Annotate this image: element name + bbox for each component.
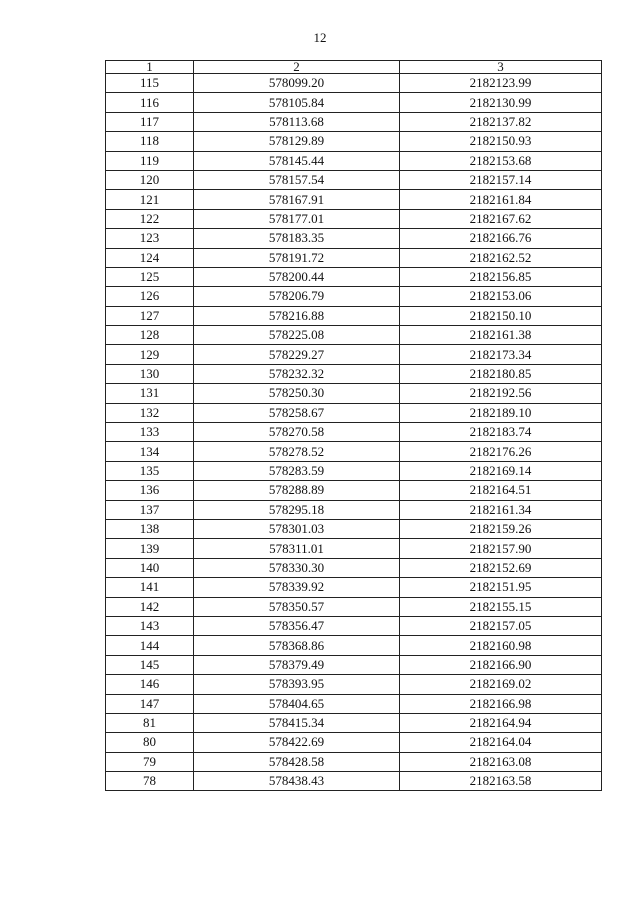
- y-coordinate-cell: 2182152.69: [400, 558, 602, 577]
- y-coordinate-cell: 2182176.26: [400, 442, 602, 461]
- x-coordinate-cell: 578183.35: [194, 229, 400, 248]
- point-number-cell: 122: [106, 209, 194, 228]
- x-coordinate-cell: 578099.20: [194, 74, 400, 93]
- y-coordinate-cell: 2182169.14: [400, 461, 602, 480]
- point-number-cell: 142: [106, 597, 194, 616]
- table-row: [106, 423, 602, 442]
- point-number-cell: 126: [106, 287, 194, 306]
- y-coordinate-cell: 2182157.05: [400, 616, 602, 635]
- y-coordinate-cell: 2182153.06: [400, 287, 602, 306]
- table-row: [106, 74, 602, 93]
- x-coordinate-cell: 578356.47: [194, 616, 400, 635]
- point-number-cell: 146: [106, 675, 194, 694]
- table-row: [106, 267, 602, 286]
- y-coordinate-cell: 2182164.94: [400, 713, 602, 732]
- y-coordinate-cell: 2182166.90: [400, 655, 602, 674]
- x-coordinate-cell: 578379.49: [194, 655, 400, 674]
- x-coordinate-cell: 578258.67: [194, 403, 400, 422]
- point-number-cell: 80: [106, 733, 194, 752]
- y-coordinate-cell: 2182150.10: [400, 306, 602, 325]
- table-row: [106, 500, 602, 519]
- y-coordinate-cell: 2182164.51: [400, 481, 602, 500]
- column-header-2: 2: [194, 61, 400, 74]
- column-header-3: 3: [400, 61, 602, 74]
- table-row: [106, 578, 602, 597]
- x-coordinate-cell: 578350.57: [194, 597, 400, 616]
- y-coordinate-cell: 2182164.04: [400, 733, 602, 752]
- point-number-cell: 78: [106, 772, 194, 791]
- table-row: [106, 345, 602, 364]
- y-coordinate-cell: 2182157.90: [400, 539, 602, 558]
- point-number-cell: 118: [106, 132, 194, 151]
- y-coordinate-cell: 2182161.34: [400, 500, 602, 519]
- y-coordinate-cell: 2182169.02: [400, 675, 602, 694]
- column-header-1: 1: [106, 61, 194, 74]
- table-row: [106, 93, 602, 112]
- table-row: [106, 597, 602, 616]
- point-number-cell: 141: [106, 578, 194, 597]
- point-number-cell: 128: [106, 326, 194, 345]
- x-coordinate-cell: 578278.52: [194, 442, 400, 461]
- table-row: [106, 694, 602, 713]
- point-number-cell: 127: [106, 306, 194, 325]
- x-coordinate-cell: 578229.27: [194, 345, 400, 364]
- y-coordinate-cell: 2182161.38: [400, 326, 602, 345]
- point-number-cell: 144: [106, 636, 194, 655]
- y-coordinate-cell: 2182192.56: [400, 384, 602, 403]
- table-row: [106, 713, 602, 732]
- y-coordinate-cell: 2182162.52: [400, 248, 602, 267]
- table-row: [106, 461, 602, 480]
- point-number-cell: 130: [106, 364, 194, 383]
- y-coordinate-cell: 2182161.84: [400, 190, 602, 209]
- point-number-cell: 145: [106, 655, 194, 674]
- y-coordinate-cell: 2182163.58: [400, 772, 602, 791]
- point-number-cell: 143: [106, 616, 194, 635]
- table-row: [106, 384, 602, 403]
- y-coordinate-cell: 2182180.85: [400, 364, 602, 383]
- point-number-cell: 129: [106, 345, 194, 364]
- y-coordinate-cell: 2182167.62: [400, 209, 602, 228]
- x-coordinate-cell: 578422.69: [194, 733, 400, 752]
- table-row: [106, 442, 602, 461]
- point-number-cell: 134: [106, 442, 194, 461]
- point-number-cell: 121: [106, 190, 194, 209]
- point-number-cell: 115: [106, 74, 194, 93]
- y-coordinate-cell: 2182150.93: [400, 132, 602, 151]
- coordinates-table: [105, 60, 602, 791]
- x-coordinate-cell: 578339.92: [194, 578, 400, 597]
- x-coordinate-cell: 578145.44: [194, 151, 400, 170]
- y-coordinate-cell: 2182159.26: [400, 519, 602, 538]
- x-coordinate-cell: 578200.44: [194, 267, 400, 286]
- x-coordinate-cell: 578311.01: [194, 539, 400, 558]
- x-coordinate-cell: 578404.65: [194, 694, 400, 713]
- y-coordinate-cell: 2182183.74: [400, 423, 602, 442]
- y-coordinate-cell: 2182157.14: [400, 170, 602, 189]
- table-row: [106, 636, 602, 655]
- point-number-cell: 140: [106, 558, 194, 577]
- point-number-cell: 125: [106, 267, 194, 286]
- table-row: [106, 772, 602, 791]
- table-body: [106, 74, 602, 791]
- table-row: [106, 248, 602, 267]
- y-coordinate-cell: 2182189.10: [400, 403, 602, 422]
- y-coordinate-cell: 2182123.99: [400, 74, 602, 93]
- point-number-cell: 124: [106, 248, 194, 267]
- x-coordinate-cell: 578167.91: [194, 190, 400, 209]
- y-coordinate-cell: 2182166.98: [400, 694, 602, 713]
- point-number-cell: 132: [106, 403, 194, 422]
- y-coordinate-cell: 2182155.15: [400, 597, 602, 616]
- point-number-cell: 81: [106, 713, 194, 732]
- table-row: [106, 229, 602, 248]
- point-number-cell: 116: [106, 93, 194, 112]
- x-coordinate-cell: 578330.30: [194, 558, 400, 577]
- x-coordinate-cell: 578415.34: [194, 713, 400, 732]
- table-header-row: [106, 61, 602, 74]
- point-number-cell: 119: [106, 151, 194, 170]
- x-coordinate-cell: 578368.86: [194, 636, 400, 655]
- x-coordinate-cell: 578428.58: [194, 752, 400, 771]
- page-number: 12: [313, 30, 327, 45]
- table-row: [106, 403, 602, 422]
- y-coordinate-cell: 2182163.08: [400, 752, 602, 771]
- x-coordinate-cell: 578206.79: [194, 287, 400, 306]
- point-number-cell: 147: [106, 694, 194, 713]
- table-row: [106, 170, 602, 189]
- x-coordinate-cell: 578216.88: [194, 306, 400, 325]
- x-coordinate-cell: 578129.89: [194, 132, 400, 151]
- point-number-cell: 79: [106, 752, 194, 771]
- x-coordinate-cell: 578250.30: [194, 384, 400, 403]
- table-row: [106, 733, 602, 752]
- x-coordinate-cell: 578177.01: [194, 209, 400, 228]
- point-number-cell: 133: [106, 423, 194, 442]
- y-coordinate-cell: 2182166.76: [400, 229, 602, 248]
- point-number-cell: 131: [106, 384, 194, 403]
- point-number-cell: 137: [106, 500, 194, 519]
- table-row: [106, 151, 602, 170]
- table-row: [106, 364, 602, 383]
- table-row: [106, 326, 602, 345]
- x-coordinate-cell: 578191.72: [194, 248, 400, 267]
- table-row: [106, 112, 602, 131]
- y-coordinate-cell: 2182151.95: [400, 578, 602, 597]
- x-coordinate-cell: 578301.03: [194, 519, 400, 538]
- y-coordinate-cell: 2182156.85: [400, 267, 602, 286]
- point-number-cell: 120: [106, 170, 194, 189]
- table-row: [106, 539, 602, 558]
- table-row: [106, 287, 602, 306]
- table-row: [106, 209, 602, 228]
- point-number-cell: 135: [106, 461, 194, 480]
- x-coordinate-cell: 578113.68: [194, 112, 400, 131]
- point-number-cell: 139: [106, 539, 194, 558]
- table-row: [106, 190, 602, 209]
- point-number-cell: 117: [106, 112, 194, 131]
- point-number-cell: 123: [106, 229, 194, 248]
- x-coordinate-cell: 578393.95: [194, 675, 400, 694]
- x-coordinate-cell: 578225.08: [194, 326, 400, 345]
- x-coordinate-cell: 578438.43: [194, 772, 400, 791]
- x-coordinate-cell: 578283.59: [194, 461, 400, 480]
- table-row: [106, 675, 602, 694]
- x-coordinate-cell: 578288.89: [194, 481, 400, 500]
- table-row: [106, 481, 602, 500]
- table-row: [106, 132, 602, 151]
- table-row: [106, 616, 602, 635]
- table-row: [106, 752, 602, 771]
- x-coordinate-cell: 578157.54: [194, 170, 400, 189]
- y-coordinate-cell: 2182160.98: [400, 636, 602, 655]
- table-row: [106, 655, 602, 674]
- x-coordinate-cell: 578105.84: [194, 93, 400, 112]
- point-number-cell: 138: [106, 519, 194, 538]
- table-row: [106, 306, 602, 325]
- table-row: [106, 558, 602, 577]
- y-coordinate-cell: 2182153.68: [400, 151, 602, 170]
- y-coordinate-cell: 2182137.82: [400, 112, 602, 131]
- x-coordinate-cell: 578295.18: [194, 500, 400, 519]
- y-coordinate-cell: 2182173.34: [400, 345, 602, 364]
- y-coordinate-cell: 2182130.99: [400, 93, 602, 112]
- table-row: [106, 519, 602, 538]
- x-coordinate-cell: 578232.32: [194, 364, 400, 383]
- point-number-cell: 136: [106, 481, 194, 500]
- x-coordinate-cell: 578270.58: [194, 423, 400, 442]
